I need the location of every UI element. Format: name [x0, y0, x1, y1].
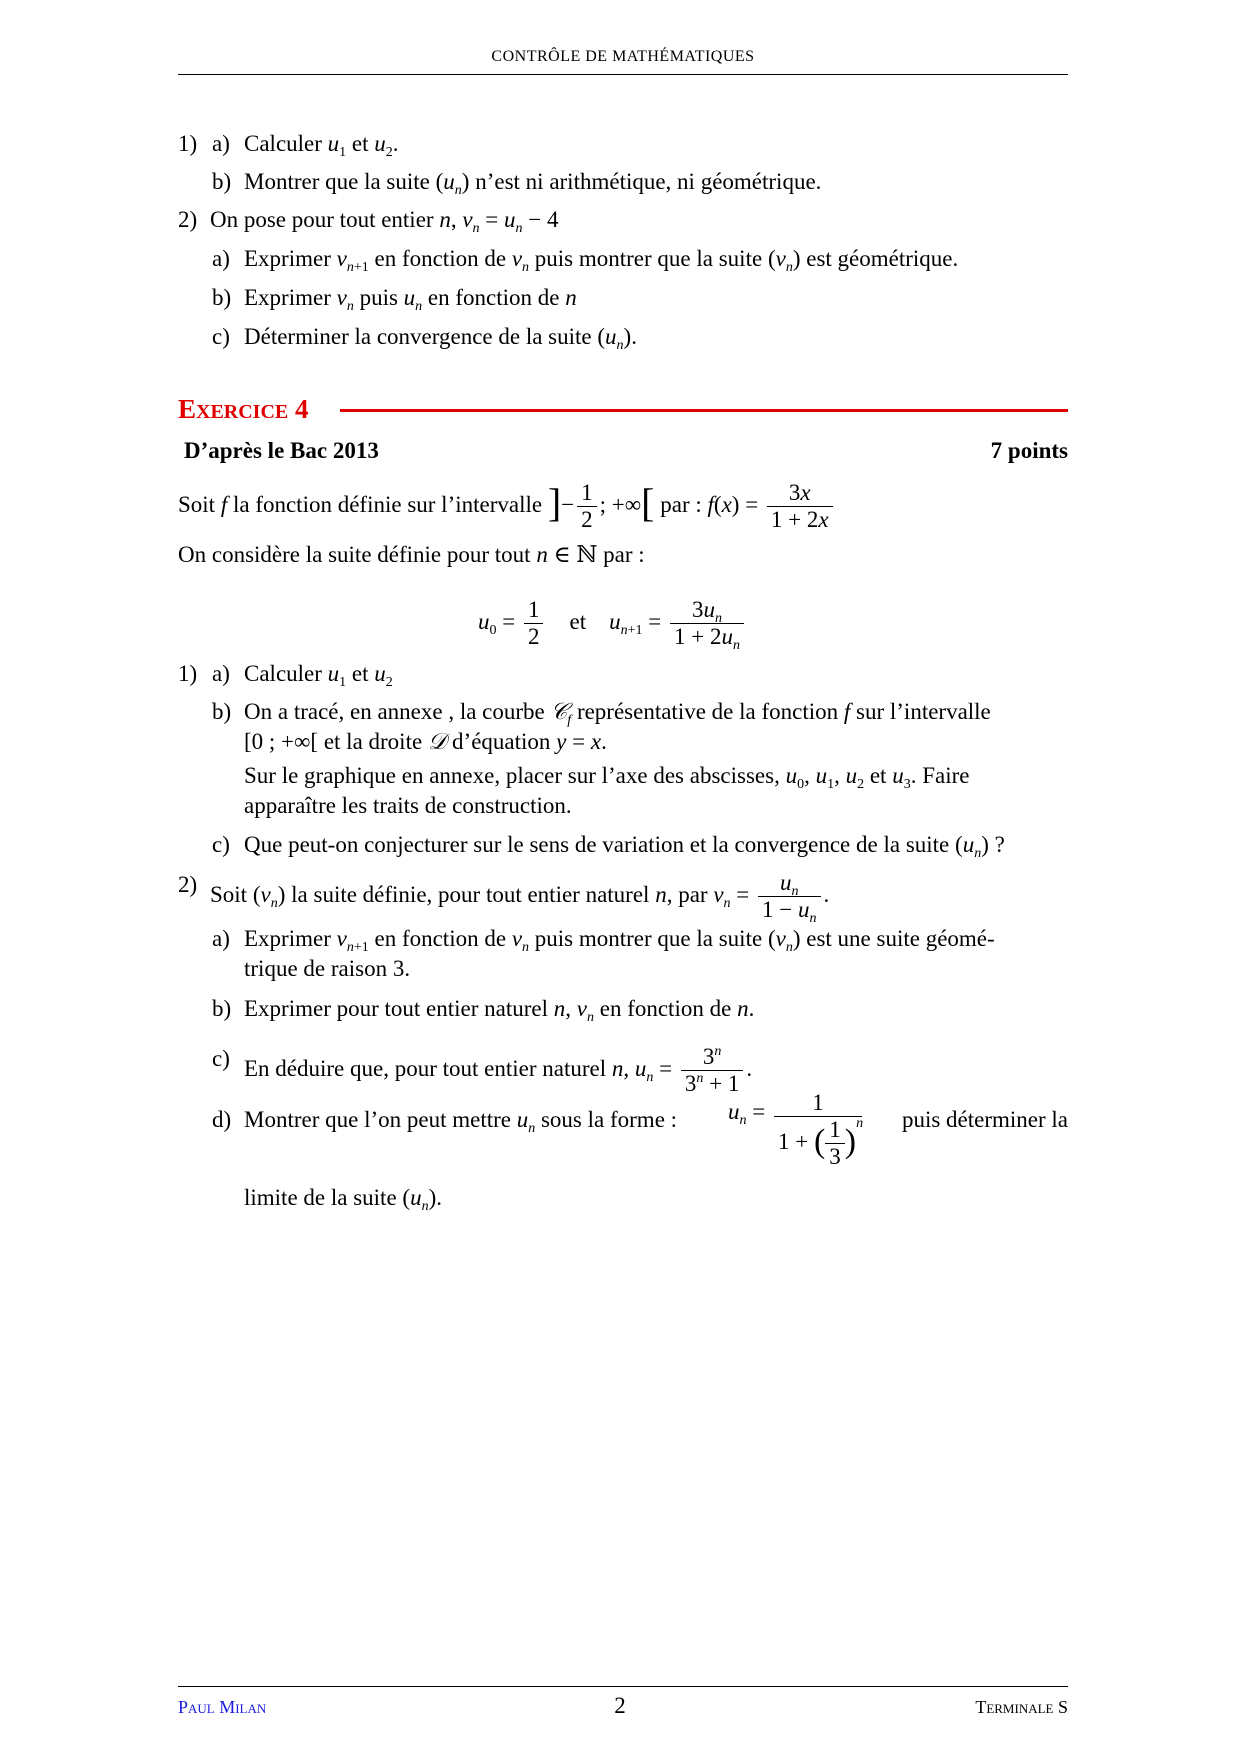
- intro-sequence: On considère la suite définie pour tout n ∈ ℕ par :: [178, 542, 645, 567]
- page-header-title: CONTRÔLE DE MATHÉMATIQUES: [491, 48, 755, 65]
- ex4-q2d-formula: $u_n$ = 1 1 + ( $\frac{1}{3}$ )$^n$: [728, 1090, 864, 1170]
- footer-author: Paul Milan: [178, 1697, 267, 1717]
- header-rule: [178, 74, 1068, 75]
- exercise-title: EXERCICE 4: [178, 394, 309, 424]
- ex4-q2d-end: puis déterminer la: [901, 1107, 1068, 1132]
- exercise-points: 7 points: [990, 438, 1068, 463]
- intro-definition: Soit f la fonction définie sur l’intervalle ]− $\frac{1}{2}$ ; +∞[ par : f(x) = $\frac{3x}{1 + 2x}$: [178, 480, 836, 533]
- exercise-source: D’après le Bac 2013: [184, 438, 379, 463]
- footer-rule: [178, 1686, 1068, 1687]
- footer-class: Terminale S: [975, 1697, 1068, 1717]
- footer-page-number: 2: [614, 1693, 626, 1718]
- exercise-title-rule: [340, 409, 1068, 412]
- sequence-definition: $u_0$ = $\frac{1}{2}$ et $u_{n+1}$ = $\frac{3u_n}{1 + 2u_n}$: [478, 597, 747, 650]
